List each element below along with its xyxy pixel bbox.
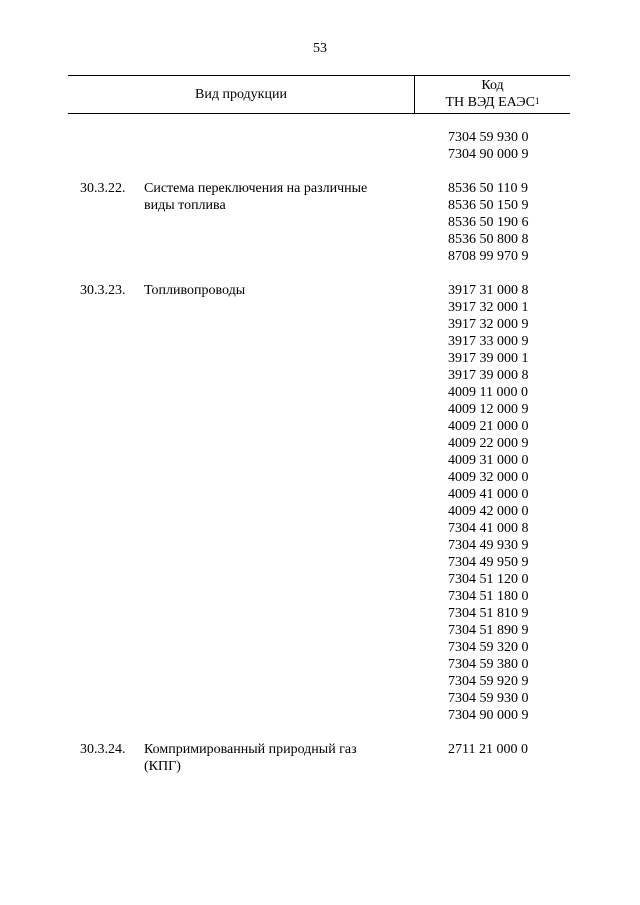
code-item: 7304 41 000 8: [448, 521, 529, 536]
code-column-header: [415, 77, 570, 111]
table-row: [80, 282, 560, 724]
code-item: 4009 21 000 0: [448, 419, 529, 434]
table-row: [80, 180, 560, 265]
code-item: 8536 50 800 8: [448, 232, 529, 247]
code-item: 7304 51 810 9: [448, 606, 529, 621]
code-item: 7304 59 380 0: [448, 657, 529, 672]
section-number: 30.3.24.: [80, 742, 126, 757]
section-name: Система переключения на различные виды топлива: [144, 181, 368, 213]
code-item: 4009 42 000 0: [448, 504, 529, 519]
code-item: 8708 99 970 9: [448, 249, 529, 264]
section-name: Компримированный природный газ (КПГ): [144, 742, 357, 774]
code-item: 7304 49 950 9: [448, 555, 529, 570]
code-item: 7304 59 930 0: [448, 691, 529, 706]
code-item: 7304 90 000 9: [448, 147, 529, 162]
code-item: 7304 90 000 9: [448, 708, 529, 723]
code-item: 7304 59 930 0: [448, 130, 529, 145]
section-number: 30.3.22.: [80, 181, 126, 196]
table-row: [80, 741, 560, 774]
code-item: 7304 51 180 0: [448, 589, 529, 604]
table-body: [80, 129, 560, 775]
code-item: 3917 39 000 1: [448, 351, 529, 366]
code-list: [448, 741, 560, 758]
code-item: 3917 32 000 1: [448, 300, 529, 315]
code-list: [448, 129, 560, 163]
code-item: 3917 32 000 9: [448, 317, 529, 332]
code-header-text: ТН ВЭД ЕАЭС: [445, 95, 535, 110]
code-header-line1: Код: [481, 78, 504, 93]
table-row: [80, 129, 560, 163]
code-item: 8536 50 190 6: [448, 215, 529, 230]
code-item: 7304 51 120 0: [448, 572, 529, 587]
product-column-header: Вид продукции: [195, 87, 287, 102]
code-item: 4009 31 000 0: [448, 453, 529, 468]
page-number: 53: [313, 41, 327, 56]
code-item: 2711 21 000 0: [448, 742, 528, 757]
code-header-line2: [415, 94, 570, 111]
code-item: 8536 50 150 9: [448, 198, 529, 213]
code-list: [448, 180, 560, 265]
code-item: 7304 51 890 9: [448, 623, 529, 638]
code-item: 4009 41 000 0: [448, 487, 529, 502]
code-item: 7304 59 320 0: [448, 640, 529, 655]
code-item: 4009 11 000 0: [448, 385, 528, 400]
table-header: [68, 75, 570, 114]
code-item: 3917 33 000 9: [448, 334, 529, 349]
code-item: 4009 12 000 9: [448, 402, 529, 417]
code-item: 3917 39 000 8: [448, 368, 529, 383]
code-item: 8536 50 110 9: [448, 181, 528, 196]
code-item: 4009 22 000 9: [448, 436, 529, 451]
section-number: 30.3.23.: [80, 283, 126, 298]
code-item: 7304 59 920 9: [448, 674, 529, 689]
code-item: 4009 32 000 0: [448, 470, 529, 485]
code-item: 3917 31 000 8: [448, 283, 529, 298]
section-name: Топливопроводы: [144, 283, 246, 298]
code-header-footnote: 1: [535, 96, 540, 106]
code-list: [448, 282, 560, 724]
code-item: 7304 49 930 9: [448, 538, 529, 553]
